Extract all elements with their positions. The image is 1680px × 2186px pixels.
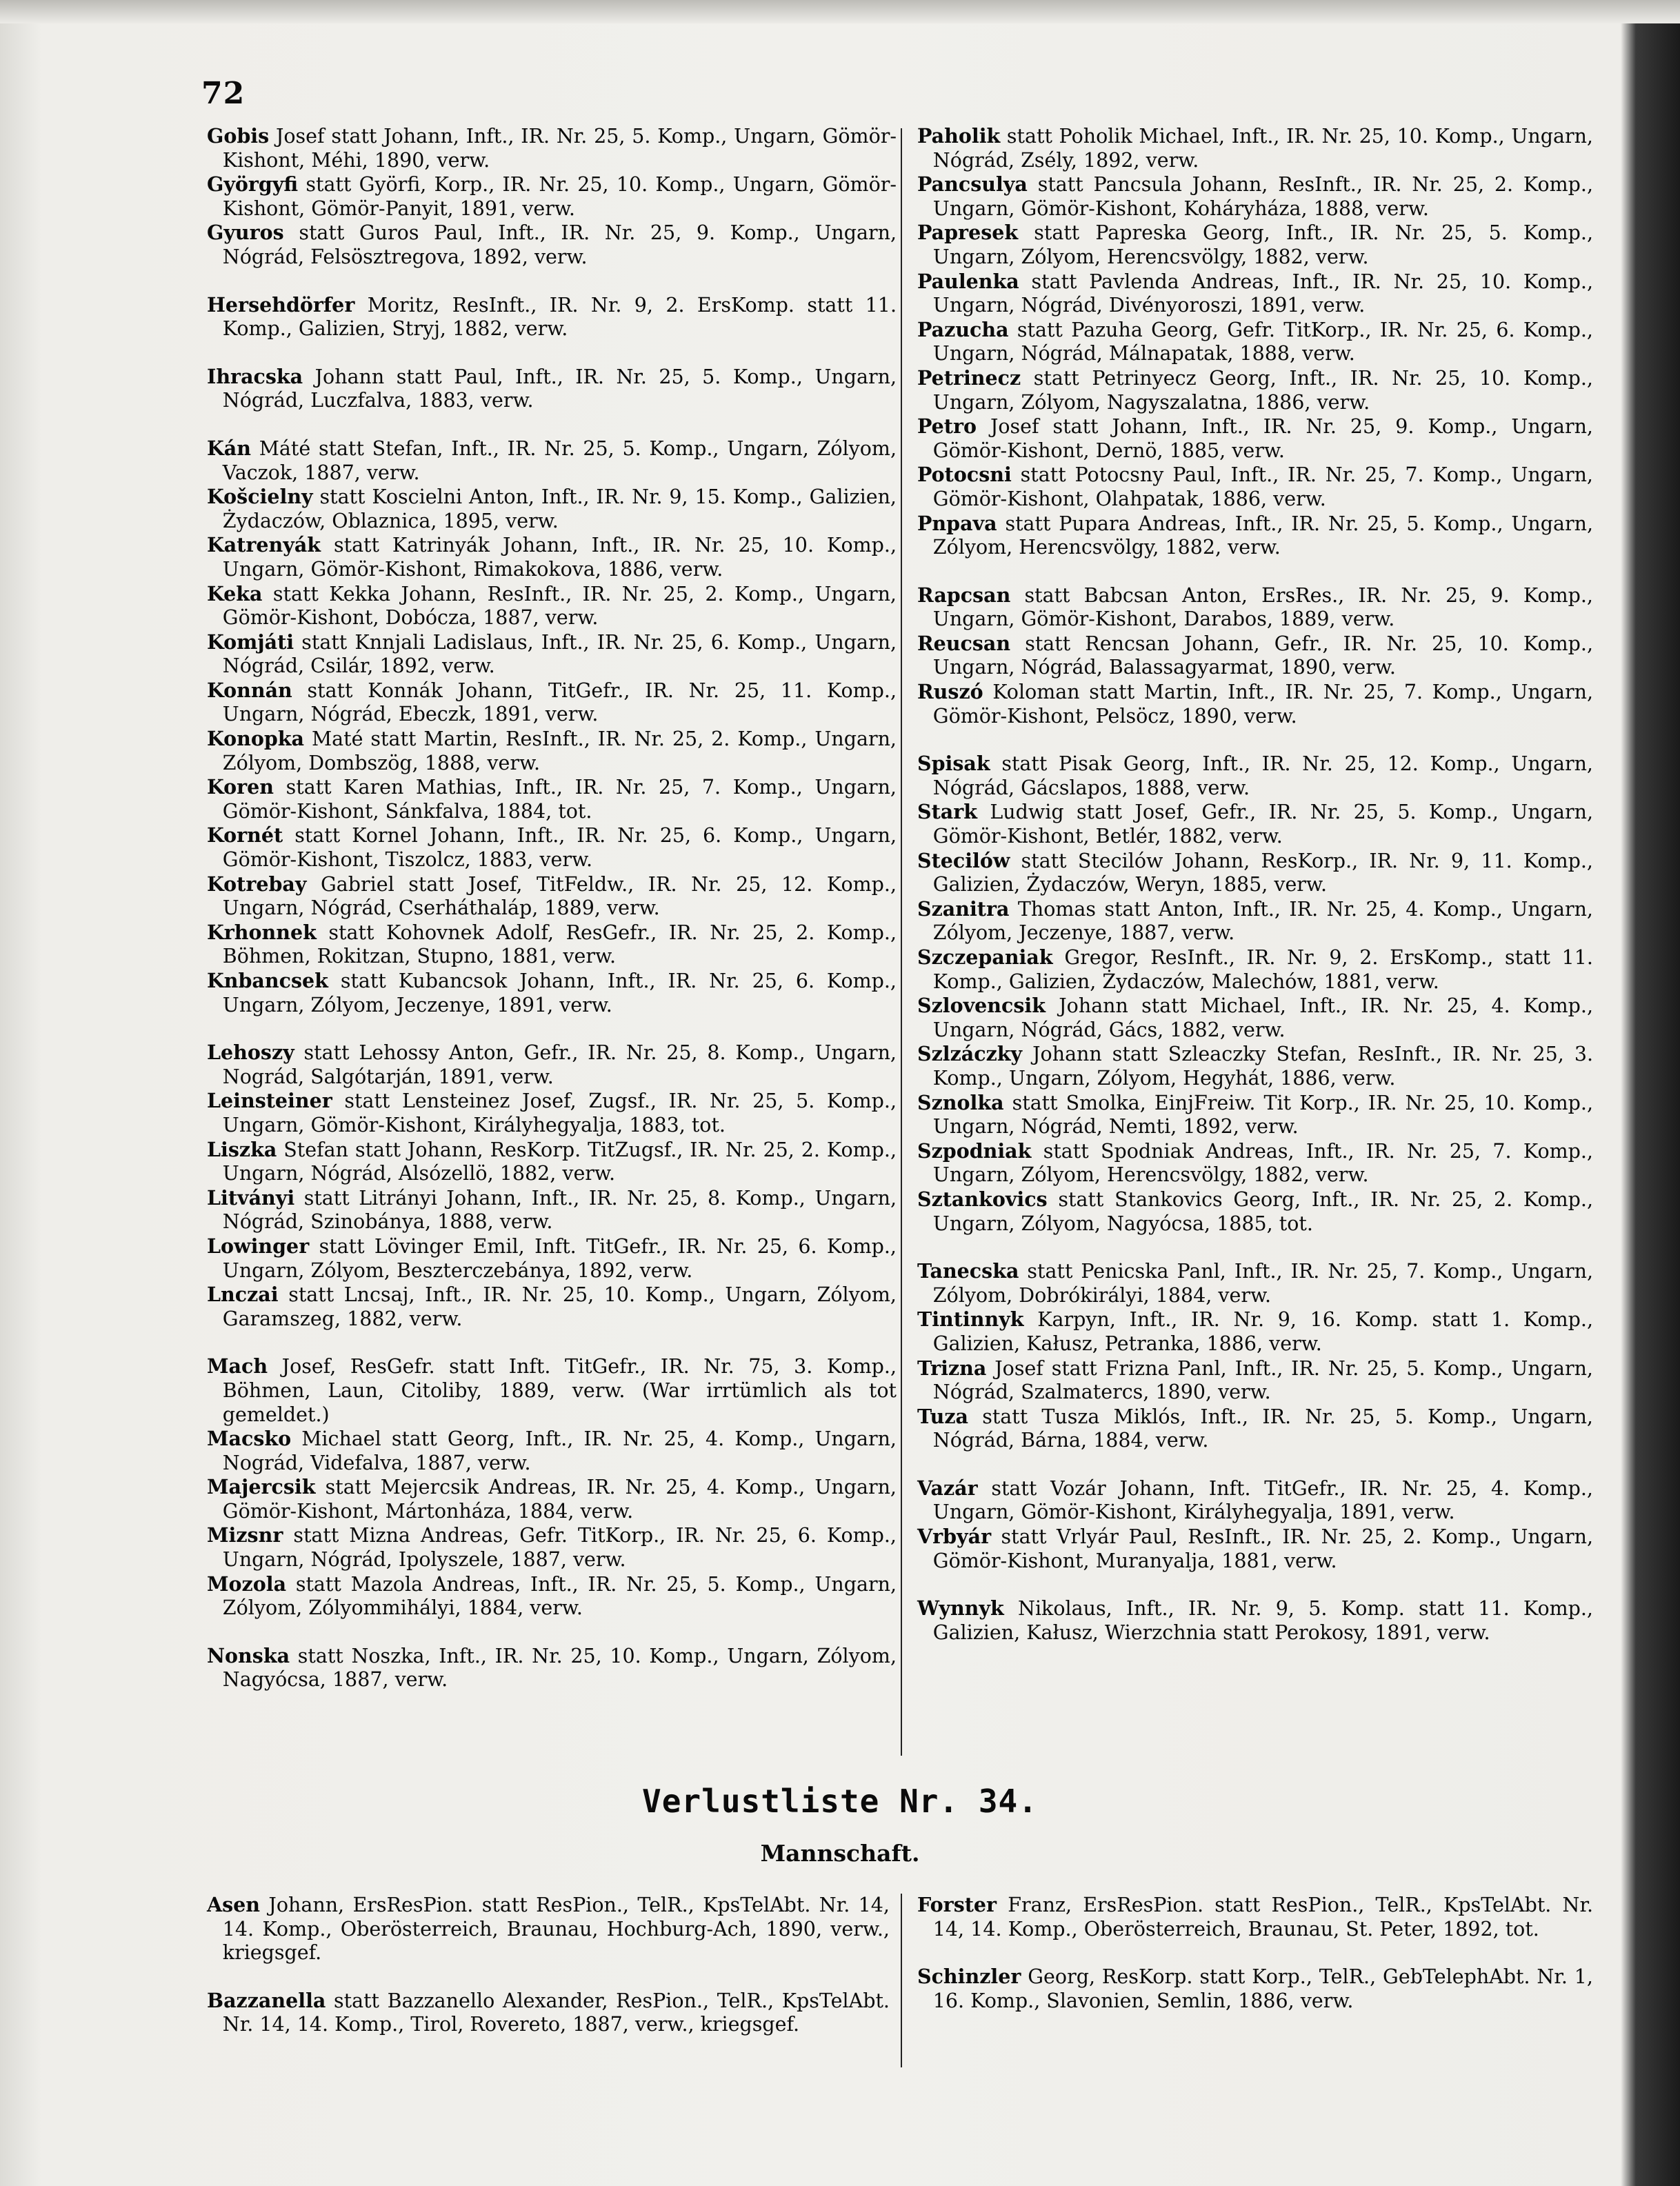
list-entry <box>917 994 1593 1042</box>
list-entry <box>917 172 1593 221</box>
entry-name: Konopka <box>207 727 305 751</box>
list-entry <box>917 1596 1593 1645</box>
entry-name: Hersehdörfer <box>207 292 355 317</box>
list-entry <box>917 800 1593 848</box>
list-entry <box>207 1989 890 2037</box>
entry-name: Petrinecz <box>917 365 1021 390</box>
entry-name: Koren <box>207 775 274 799</box>
entry-text: Ludwig statt Josef, Gefr., IR. Nr. 25, 5. Komp., Ungarn, Gömör-Kishont, Betlér, 1882, verw. <box>932 801 1594 848</box>
entry-text: Máté statt Stefan, Inft., IR. Nr. 25, 5. Komp., Ungarn, Zólyom, Vaczok, 1887, verw. <box>222 437 897 484</box>
entry-text: statt Petrinyecz Georg, Inft., IR. Nr. 25, 10. Komp., Ungarn, Zólyom, Nagyszalatna, 1886, verw. <box>932 366 1593 414</box>
entry-name: Potocsni <box>917 463 1012 487</box>
entry-text: statt Knnjali Ladislaus, Inft., IR. Nr. 25, 6. Komp., Ungarn, Nógrád, Csilár, 1892, verw. <box>222 630 897 678</box>
list-entry <box>207 1089 897 1137</box>
entry-text: Thomas statt Anton, Inft., IR. Nr. 25, 4. Komp., Ungarn, Zólyom, Jeczenye, 1887, verw. <box>932 897 1593 945</box>
entry-text: Johann statt Szleaczky Stefan, ResInft., IR. Nr. 25, 3. Komp., Ungarn, Zólyom, Hegyhát, 1886, verw. <box>932 1043 1594 1090</box>
entry-name: Ihracska <box>207 364 303 388</box>
list-entry <box>207 1041 897 1089</box>
entry-name: Liszka <box>207 1137 277 1161</box>
entry-text: Franz, ErsResPion. statt ResPion., TelR., KpsTelAbt. Nr. 14, 14. Komp., Oberösterreich, Braunau, St. Peter, 1892, tot. <box>932 1894 1594 1941</box>
entry-name: Kornét <box>207 823 283 848</box>
entry-text: statt Kohovnek Adolf, ResGefr., IR. Nr. 25, 2. Komp., Böhmen, Rokitzan, Stupno, 1881, verw. <box>222 921 897 968</box>
list-entry <box>917 1259 1593 1307</box>
entry-name: Forster <box>917 1893 997 1916</box>
entry-name: Lehoszy <box>207 1041 294 1065</box>
bottom-right-column <box>917 1893 1593 2013</box>
entry-name: Stecilów <box>917 848 1010 872</box>
entry-name: Szlzáczky <box>917 1042 1023 1066</box>
entry-text: statt Lncsaj, Inft., IR. Nr. 25, 10. Komp., Ungarn, Zólyom, Garamszeg, 1882, verw. <box>222 1283 897 1330</box>
entry-name: Reucsan <box>917 631 1011 655</box>
list-entry <box>207 1572 897 1621</box>
entry-name: Lnczai <box>207 1283 279 1307</box>
list-entry <box>917 1042 1593 1090</box>
list-entry <box>207 1234 897 1283</box>
entry-text: Nikolaus, Inft., IR. Nr. 9, 5. Komp. statt 11. Komp., Galizien, Kałusz, Wierzchnia statt Perokosy, 1891, verw. <box>932 1597 1593 1644</box>
entry-text: statt Rencsan Johann, Gefr., IR. Nr. 25, 10. Komp., Ungarn, Nógrád, Balassagyarmat, 1890, verw. <box>932 632 1593 679</box>
entry-text: statt Tusza Miklós, Inft., IR. Nr. 25, 5. Komp., Ungarn, Nógrád, Bárna, 1884, verw. <box>932 1405 1593 1452</box>
entry-name: Leinsteiner <box>207 1089 332 1113</box>
entry-text: statt Pazuha Georg, Gefr. TitKorp., IR. Nr. 25, 6. Komp., Ungarn, Nógrád, Málnapatak, 1888, verw. <box>932 318 1593 365</box>
list-entry <box>207 1283 897 1331</box>
list-entry <box>207 969 897 1017</box>
entry-text: statt Smolka, EinjFreiw. Tit Korp., IR. Nr. 25, 10. Komp., Ungarn, Nógrád, Nemti, 1892, verw. <box>932 1091 1594 1139</box>
entry-name: Schinzler <box>917 1965 1021 1989</box>
entry-name: Stark <box>917 800 977 824</box>
entry-name: Paholik <box>917 124 1001 148</box>
list-entry <box>207 293 897 341</box>
entry-text: Johann statt Paul, Inft., IR. Nr. 25, 5. Komp., Ungarn, Nógrád, Luczfalva, 1883, verw. <box>222 365 897 412</box>
entry-name: Ruszó <box>917 680 983 704</box>
entry-text: statt Katrinyák Johann, Inft., IR. Nr. 25, 10. Komp., Ungarn, Gömör-Kishont, Rimakokova, 1886, verw. <box>222 534 897 581</box>
entry-name: Tintinnyk <box>917 1307 1024 1332</box>
entry-name: Litványi <box>207 1185 295 1210</box>
list-entry <box>917 897 1593 945</box>
entry-name: Trizna <box>917 1356 987 1380</box>
list-entry <box>207 630 897 679</box>
list-entry <box>917 318 1593 366</box>
entry-name: Szczepaniak <box>917 945 1053 969</box>
list-entry <box>207 727 897 775</box>
entry-name: Macsko <box>207 1427 292 1451</box>
list-entry <box>207 437 897 485</box>
entry-text: statt Koscielni Anton, Inft., IR. Nr. 9, 15. Komp., Galizien, Żydaczów, Oblaznica, 1895, verw. <box>222 485 897 532</box>
entry-name: Keka <box>207 581 263 605</box>
list-entry <box>917 849 1593 897</box>
entry-text: statt Lensteinez Josef, Zugsf., IR. Nr. 25, 5. Komp., Ungarn, Gömör-Kishont, Királyhegyalja, 1883, tot. <box>222 1090 897 1136</box>
entry-text: statt Mazola Andreas, Inft., IR. Nr. 25, 5. Komp., Ungarn, Zólyom, Zólyommihályi, 1884, verw. <box>222 1572 897 1620</box>
entry-text: statt Konnák Johann, TitGefr., IR. Nr. 25, 11. Komp., Ungarn, Nógrád, Ebeczk, 1891, verw. <box>222 679 897 726</box>
entry-text: Josef, ResGefr. statt Inft. TitGefr., IR. Nr. 75, 3. Komp., Böhmen, Laun, Citoliby, 1889, verw. (War irrtümlich als tot gemeldet.) <box>222 1355 897 1426</box>
list-entry <box>207 679 897 727</box>
list-entry <box>917 366 1593 414</box>
list-entry <box>207 1186 897 1234</box>
entry-text: Gabriel statt Josef, TitFeldw., IR. Nr. 25, 12. Komp., Ungarn, Nógrád, Cserháthaláp, 1889, verw. <box>222 872 897 920</box>
entry-name: Szlovencsik <box>917 994 1046 1018</box>
entry-name: Bazzanella <box>207 1988 326 2012</box>
list-entry <box>207 823 897 872</box>
entry-text: Gregor, ResInft., IR. Nr. 9, 2. ErsKomp., statt 11. Komp., Galizien, Żydaczów, Malechów, 1881, verw. <box>932 946 1593 993</box>
list-entry <box>207 365 897 413</box>
entry-name: Györgyfi <box>207 172 299 197</box>
list-entry <box>917 1307 1593 1356</box>
list-entry <box>917 221 1593 269</box>
entry-text: Koloman statt Martin, Inft., IR. Nr. 25, 7. Komp., Ungarn, Gömör-Kishont, Pelsöcz, 1890, verw. <box>932 681 1593 728</box>
entry-text: Josef statt Johann, Inft., IR. Nr. 25, 5. Komp., Ungarn, Gömör-Kishont, Méhi, 1890, verw. <box>222 125 897 172</box>
list-entry <box>207 172 897 221</box>
list-entry <box>917 1893 1593 1941</box>
entry-name: Petro <box>917 414 977 439</box>
list-entry <box>917 1356 1593 1405</box>
list-entry <box>207 485 897 533</box>
section-subtitle: Mannschaft. <box>760 1840 920 1867</box>
list-entry <box>917 945 1593 994</box>
list-entry <box>207 124 897 172</box>
entry-text: statt Litrányi Johann, Inft., IR. Nr. 25, 8. Komp., Ungarn, Nógrád, Szinobánya, 1888, verw. <box>222 1186 897 1234</box>
list-entry <box>207 872 897 921</box>
entry-name: Mozola <box>207 1572 287 1596</box>
entry-text: Karpyn, Inft., IR. Nr. 9, 16. Komp. statt 1. Komp., Galizien, Kałusz, Petranka, 1886, verw. <box>932 1308 1594 1355</box>
list-entry <box>207 775 897 823</box>
entry-name: Komjáti <box>207 630 294 654</box>
entry-text: Georg, ResKorp. statt Korp., TelR., GebTelephAbt. Nr. 1, 16. Komp., Slavonien, Semlin, 1886, verw. <box>932 1965 1593 2012</box>
entry-name: Nonska <box>207 1643 290 1667</box>
list-entry <box>917 463 1593 511</box>
entry-name: Gyuros <box>207 221 284 245</box>
list-entry <box>917 1405 1593 1453</box>
list-entry <box>917 1476 1593 1525</box>
entry-name: Gobis <box>207 124 270 148</box>
list-entry <box>917 1091 1593 1139</box>
entry-text: Stefan statt Johann, ResKorp. TitZugsf., IR. Nr. 25, 2. Komp., Ungarn, Nógrád, Alsózellö, 1882, verw. <box>222 1138 897 1185</box>
entry-name: Rapcsan <box>917 583 1011 607</box>
entry-text: statt Penicska Panl, Inft., IR. Nr. 25, 7. Komp., Ungarn, Zólyom, Dobrókirályi, 1884, verw. <box>932 1260 1594 1307</box>
entry-text: statt Bazzanello Alexander, ResPion., TelR., KpsTelAbt. Nr. 14, 14. Komp., Tirol, Rovereto, 1887, verw., kriegsgef. <box>222 1989 890 2036</box>
list-entry <box>207 221 897 269</box>
bottom-column-divider <box>901 1894 902 2067</box>
list-entry <box>917 1187 1593 1236</box>
left-column <box>207 124 897 1692</box>
entry-text: statt Karen Mathias, Inft., IR. Nr. 25, 7. Komp., Ungarn, Gömör-Kishont, Sánkfalva, 1884, tot. <box>222 776 897 823</box>
list-entry <box>917 414 1593 463</box>
entry-name: Katrenyák <box>207 533 321 557</box>
entry-text: Josef statt Frizna Panl, Inft., IR. Nr. 25, 5. Komp., Ungarn, Nógrád, Szalmatercs, 1890, verw. <box>932 1356 1593 1404</box>
entry-name: Sztankovics <box>917 1187 1048 1211</box>
column-divider <box>901 128 902 1756</box>
list-entry <box>207 921 897 969</box>
entry-name: Papresek <box>917 221 1019 245</box>
entry-name: Paulenka <box>917 269 1019 293</box>
entry-name: Spisak <box>917 752 990 776</box>
entry-name: Kán <box>207 436 251 460</box>
list-entry <box>207 533 897 581</box>
entry-name: Pancsulya <box>917 172 1028 197</box>
entry-name: Kotrebay <box>207 872 307 896</box>
entry-name: Sznolka <box>917 1090 1004 1114</box>
entry-name: Konnán <box>207 678 292 702</box>
entry-text: statt Guros Paul, Inft., IR. Nr. 25, 9. Komp., Ungarn, Nógrád, Felsösztregova, 1892, verw. <box>222 221 897 268</box>
entry-text: statt Pancsula Johann, ResInft., IR. Nr. 25, 2. Komp., Ungarn, Gömör-Kishont, Koháryháza, 1888, verw. <box>932 173 1594 220</box>
list-entry <box>917 124 1593 172</box>
list-entry <box>207 1523 897 1572</box>
list-entry <box>917 752 1593 800</box>
entry-name: Knbancsek <box>207 969 328 992</box>
entry-text: statt Mizna Andreas, Gefr. TitKorp., IR. Nr. 25, 6. Komp., Ungarn, Nógrád, Ipolyszele, 1887, verw. <box>222 1524 897 1572</box>
entry-text: Maté statt Martin, ResInft., IR. Nr. 25, 2. Komp., Ungarn, Zólyom, Dombszög, 1888, verw. <box>222 728 897 774</box>
bottom-left-column <box>207 1893 890 2037</box>
entry-text: statt Mejercsik Andreas, IR. Nr. 25, 4. Komp., Ungarn, Gömör-Kishont, Mártonháza, 1884, verw. <box>222 1476 897 1523</box>
entry-name: Wynnyk <box>917 1596 1004 1621</box>
list-entry <box>917 270 1593 318</box>
entry-name: Mach <box>207 1354 268 1378</box>
entry-text: statt Pisak Georg, Inft., IR. Nr. 25, 12. Komp., Ungarn, Nógrád, Gácslapos, 1888, verw. <box>932 752 1593 799</box>
list-entry <box>917 583 1593 632</box>
list-entry <box>207 1644 897 1692</box>
list-entry <box>207 1354 897 1427</box>
entry-name: Majercsik <box>207 1475 316 1499</box>
list-entry <box>917 1965 1593 2013</box>
list-entry <box>207 582 897 630</box>
entry-name: Pnpava <box>917 511 997 535</box>
entry-text: statt Potocsny Paul, Inft., IR. Nr. 25, 7. Komp., Ungarn, Gömör-Kishont, Olahpatak, 1886, verw. <box>932 463 1593 510</box>
entry-text: Johann, ErsResPion. statt ResPion., TelR., KpsTelAbt. Nr. 14, 14. Komp., Oberösterreich, Braunau, Hochburg-Ach, 1890, verw., kriegsgef. <box>222 1894 890 1965</box>
entry-name: Košcielny <box>207 485 313 509</box>
entry-text: statt Vrlyár Paul, ResInft., IR. Nr. 25, 2. Komp., Ungarn, Gömör-Kishont, Muranyalja, 1881, verw. <box>932 1525 1594 1572</box>
entry-text: statt Vozár Johann, Inft. TitGefr., IR. Nr. 25, 4. Komp., Ungarn, Gömör-Kishont, Királyhegyalja, 1891, verw. <box>932 1476 1593 1524</box>
entry-text: statt Györfi, Korp., IR. Nr. 25, 10. Komp., Ungarn, Gömör-Kishont, Gömör-Panyit, 1891, verw. <box>222 173 897 220</box>
entry-text: statt Papreska Georg, Inft., IR. Nr. 25, 5. Komp., Ungarn, Zólyom, Herencsvölgy, 1882, verw. <box>932 221 1594 268</box>
list-entry <box>207 1138 897 1186</box>
entry-name: Mizsnr <box>207 1523 283 1547</box>
entry-text: statt Kubancsok Johann, Inft., IR. Nr. 25, 6. Komp., Ungarn, Zólyom, Jeczenye, 1891, verw. <box>222 970 897 1016</box>
entry-text: statt Spodniak Andreas, Inft., IR. Nr. 25, 7. Komp., Ungarn, Zólyom, Herencsvölgy, 1882, verw. <box>932 1139 1593 1187</box>
entry-text: statt Noszka, Inft., IR. Nr. 25, 10. Komp., Ungarn, Zólyom, Nagyócsa, 1887, verw. <box>222 1644 897 1692</box>
entry-text: Michael statt Georg, Inft., IR. Nr. 25, 4. Komp., Ungarn, Nográd, Videfalva, 1887, verw. <box>222 1427 897 1474</box>
right-column <box>917 124 1593 1645</box>
entry-text: Moritz, ResInft., IR. Nr. 9, 2. ErsKomp. statt 11. Komp., Galizien, Stryj, 1882, verw. <box>222 293 897 341</box>
entry-name: Vrbyár <box>917 1525 992 1549</box>
entry-name: Vazár <box>917 1476 978 1500</box>
entry-text: statt Lehossy Anton, Gefr., IR. Nr. 25, 8. Komp., Ungarn, Nográd, Salgótarján, 1891, verw. <box>222 1041 897 1088</box>
list-entry <box>917 1525 1593 1573</box>
list-entry <box>207 1893 890 1965</box>
entry-name: Szanitra <box>917 896 1010 921</box>
entry-name: Szpodniak <box>917 1139 1032 1163</box>
entry-text: Johann statt Michael, Inft., IR. Nr. 25, 4. Komp., Ungarn, Nógrád, Gács, 1882, verw. <box>932 994 1594 1041</box>
page-number: 72 <box>201 76 246 111</box>
entry-text: statt Stecilów Johann, ResKorp., IR. Nr. 9, 11. Komp., Galizien, Żydaczów, Weryn, 1885, verw. <box>932 849 1593 896</box>
entry-text: statt Stankovics Georg, Inft., IR. Nr. 25, 2. Komp., Ungarn, Zólyom, Nagyócsa, 1885, tot. <box>932 1187 1594 1235</box>
list-entry <box>917 512 1593 560</box>
entry-name: Tanecska <box>917 1259 1019 1283</box>
entry-name: Krhonnek <box>207 920 317 944</box>
list-entry <box>207 1427 897 1475</box>
entry-name: Pazucha <box>917 317 1009 341</box>
entry-name: Lowinger <box>207 1234 310 1258</box>
entry-text: Josef statt Johann, Inft., IR. Nr. 25, 9. Komp., Ungarn, Gömör-Kishont, Dernö, 1885, verw. <box>932 415 1593 462</box>
list-entry <box>917 1139 1593 1187</box>
entry-text: statt Lövinger Emil, Inft. TitGefr., IR. Nr. 25, 6. Komp., Ungarn, Zólyom, Beszterczebánya, 1892, verw. <box>222 1234 897 1282</box>
entry-text: statt Babcsan Anton, ErsRes., IR. Nr. 25, 9. Komp., Ungarn, Gömör-Kishont, Darabos, 1889, verw. <box>932 583 1593 631</box>
list-entry <box>917 632 1593 680</box>
list-entry <box>917 680 1593 728</box>
scan-shadow <box>0 0 1680 23</box>
entry-text: statt Poholik Michael, Inft., IR. Nr. 25, 10. Komp., Ungarn, Nógrád, Zsély, 1892, verw. <box>932 125 1593 172</box>
entry-text: statt Pupara Andreas, Inft., IR. Nr. 25, 5. Komp., Ungarn, Zólyom, Herencsvölgy, 1882, verw. <box>932 512 1593 559</box>
entry-text: statt Pavlenda Andreas, Inft., IR. Nr. 25, 10. Komp., Ungarn, Nógrád, Divényoroszi, 1891, verw. <box>932 270 1594 317</box>
entry-name: Asen <box>207 1893 261 1916</box>
section-title: Verlustliste Nr. 34. <box>642 1783 1038 1820</box>
entry-text: statt Kekka Johann, ResInft., IR. Nr. 25, 2. Komp., Ungarn, Gömör-Kishont, Dobócza, 1887, verw. <box>222 582 897 630</box>
entry-text: statt Kornel Johann, Inft., IR. Nr. 25, 6. Komp., Ungarn, Gömör-Kishont, Tiszolcz, 1883, verw. <box>222 824 897 872</box>
entry-name: Tuza <box>917 1404 968 1428</box>
list-entry <box>207 1475 897 1523</box>
